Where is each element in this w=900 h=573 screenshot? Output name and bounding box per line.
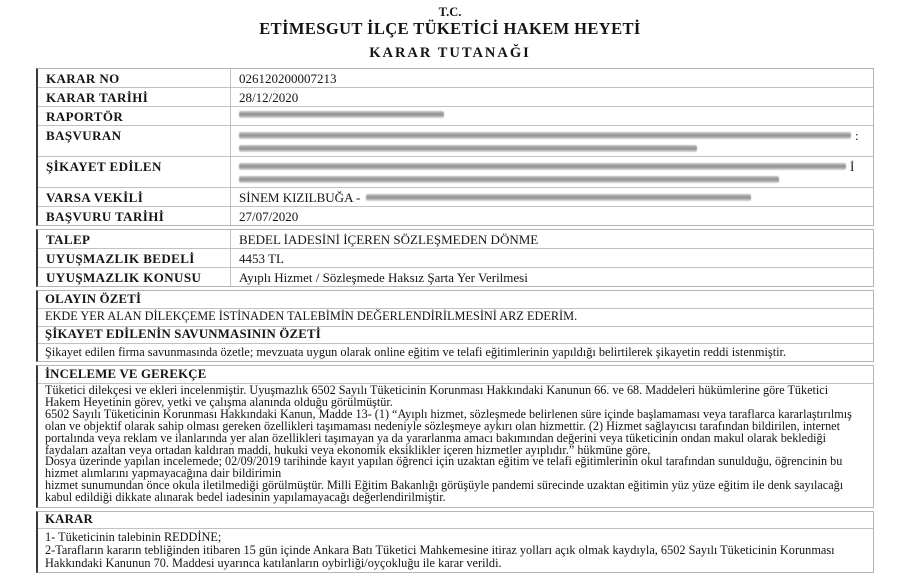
field-label: BAŞVURU TARİHİ xyxy=(38,207,231,225)
redacted-text xyxy=(239,163,846,170)
info-table xyxy=(36,68,874,226)
section-body-olayin-ozeti: EKDE YER ALAN DİLEKÇEME İSTİNADEN TALEBİMİN DEĞERLENDİRİLMESİNİ ARZ EDERİM. xyxy=(38,309,873,327)
field-value xyxy=(231,157,873,187)
row-uyusmazlik-konusu xyxy=(38,268,873,286)
field-label: BAŞVURAN xyxy=(38,126,231,156)
field-value xyxy=(231,126,873,156)
row-sikayet-edilen xyxy=(38,157,873,188)
field-label: KARAR NO xyxy=(38,69,231,87)
field-label: TALEP xyxy=(38,230,231,248)
field-label: UYUŞMAZLIK BEDELİ xyxy=(38,249,231,267)
field-value: 27/07/2020 xyxy=(239,208,299,224)
redacted-text xyxy=(239,145,697,152)
inceleme-section xyxy=(36,365,874,508)
section-title-inceleme: İNCELEME VE GEREKÇE xyxy=(38,366,873,384)
section-title-olayin-ozeti: OLAYIN ÖZETİ xyxy=(38,291,873,309)
section-body-inceleme xyxy=(38,384,873,507)
karar-section xyxy=(36,511,874,573)
redacted-text xyxy=(239,111,444,118)
row-raportor xyxy=(38,107,873,126)
inceleme-paragraph: Dosya üzerinde yapılan incelemede; 02/09/2019 tarihinde kayıt yapılan öğrenci için uzaktan eğitim ve telafi eğitimlerinin okul tarafından sunulduğu, öğrencinin bu hizmet alımlarını yapmayacağına dair bildirimin xyxy=(45,454,843,481)
section-title-savunma: ŞİKAYET EDİLENİN SAVUNMASININ ÖZETİ xyxy=(38,327,873,345)
redaction-suffix: İ xyxy=(850,158,855,174)
row-uyusmazlik-bedeli xyxy=(38,249,873,268)
section-body-karar xyxy=(38,529,873,572)
row-karar-tarihi xyxy=(38,88,873,107)
inceleme-paragraph: hizmet sunumundan önce okula iletilmediği görülmüştür. Milli Eğitim Bakanlığı görüşüyle pandemi sürecinde uzaktan eğitimin yüz yüze eğitim ile denk sayılacağı kabul edildiği dikkate alınarak bedel iadesinin yapılamayacağı değerlendirilmiştir. xyxy=(45,478,844,505)
karar-item: 2-Tarafların kararın tebliğinden itibaren 15 gün içinde Ankara Batı Tüketici Mahkemesine itiraz yolları açık olmak kaydıyla, 6502 Sayılı Tüketicinin Korunması Hakkındaki Kanunun 70. Maddesi uyarınca katılanların oybirliği/oyçokluğu ile karar verildi. xyxy=(45,542,835,570)
field-label: VARSA VEKİLİ xyxy=(38,188,231,206)
field-value xyxy=(231,107,873,125)
inceleme-paragraph: 6502 Sayılı Tüketicinin Korunması Hakkındaki Kanun, Madde 13- (1) “Ayıplı hizmet, sözleşmede belirlenen süre içinde başlamaması veya taraflarca kararlaştırılmış olan ve objektif olarak sahip olması gereken özellikleri taşımaması nedeniyle sözleşmeye aykırı olan hizmettir. (2) Hizmet sağlayıcısı tarafından bildirilen, internet portalında veya reklam ve ilanlarında yer alan özellikleri taşımayan ya da yararlanma amacı bakımından değerini veya tüketicinin ondan makul olarak beklediği faydaları azaltan veya ortadan kaldıran maddi, hukuki veya ekonomik eksiklikler içeren hizmetler ayıplıdır.” hükmüne göre, xyxy=(45,406,852,457)
document-body xyxy=(36,68,874,573)
field-value: 4453 TL xyxy=(239,250,284,266)
row-talep xyxy=(38,230,873,249)
field-value: 026120200007213 xyxy=(239,70,337,86)
field-label: UYUŞMAZLIK KONUSU xyxy=(38,268,231,286)
field-label: ŞİKAYET EDİLEN xyxy=(38,157,231,187)
row-basvuran xyxy=(38,126,873,157)
header-doc-type: KARAR TUTANAĞI xyxy=(369,45,531,61)
dispute-table xyxy=(36,229,874,287)
section-body-savunma: Şikayet edilen firma savunmasında özetle; mevzuata uygun olarak online eğitim ve telafi eğitimlerinin yapıldığı belirtilerek şikayetin reddi istenmiştir. xyxy=(45,344,787,359)
row-varsa-vekili xyxy=(38,188,873,207)
redacted-text xyxy=(239,132,851,139)
field-value xyxy=(231,188,873,206)
header-org-name: ETİMESGUT İLÇE TÜKETİCİ HAKEM HEYETİ xyxy=(259,19,641,38)
section-title-karar: KARAR xyxy=(38,512,873,530)
redacted-text xyxy=(366,194,751,201)
inceleme-paragraph: Tüketici dilekçesi ve ekleri incelenmiştir. Uyuşmazlık 6502 Sayılı Tüketicinin Korunması Hakkındaki Kanunun 66. ve 68. Maddeleri hükümlerine göre Tüketici Hakem Heyetinin görev, yetki ve çalışma alanında olduğu görülmüştür. xyxy=(45,383,829,409)
vekil-name: SİNEM KIZILBUĞA - xyxy=(239,189,361,205)
redacted-text xyxy=(239,176,779,183)
karar-item: 1- Tüketicinin talebinin REDDİNE; xyxy=(45,529,222,544)
field-value: BEDEL İADESİNİ İÇEREN SÖZLEŞMEDEN DÖNME xyxy=(239,231,539,247)
field-value: 28/12/2020 xyxy=(239,89,299,105)
field-value: Ayıplı Hizmet / Sözleşmede Haksız Şarta Yer Verilmesi xyxy=(239,269,528,285)
field-label: RAPORTÖR xyxy=(38,107,231,125)
header-tc: T.C. xyxy=(438,5,462,19)
summary-section xyxy=(36,290,874,362)
redaction-suffix: : xyxy=(855,127,859,143)
row-basvuru-tarihi xyxy=(38,207,873,225)
field-label: KARAR TARİHİ xyxy=(38,88,231,106)
document-header xyxy=(0,0,900,62)
row-karar-no xyxy=(38,69,873,88)
